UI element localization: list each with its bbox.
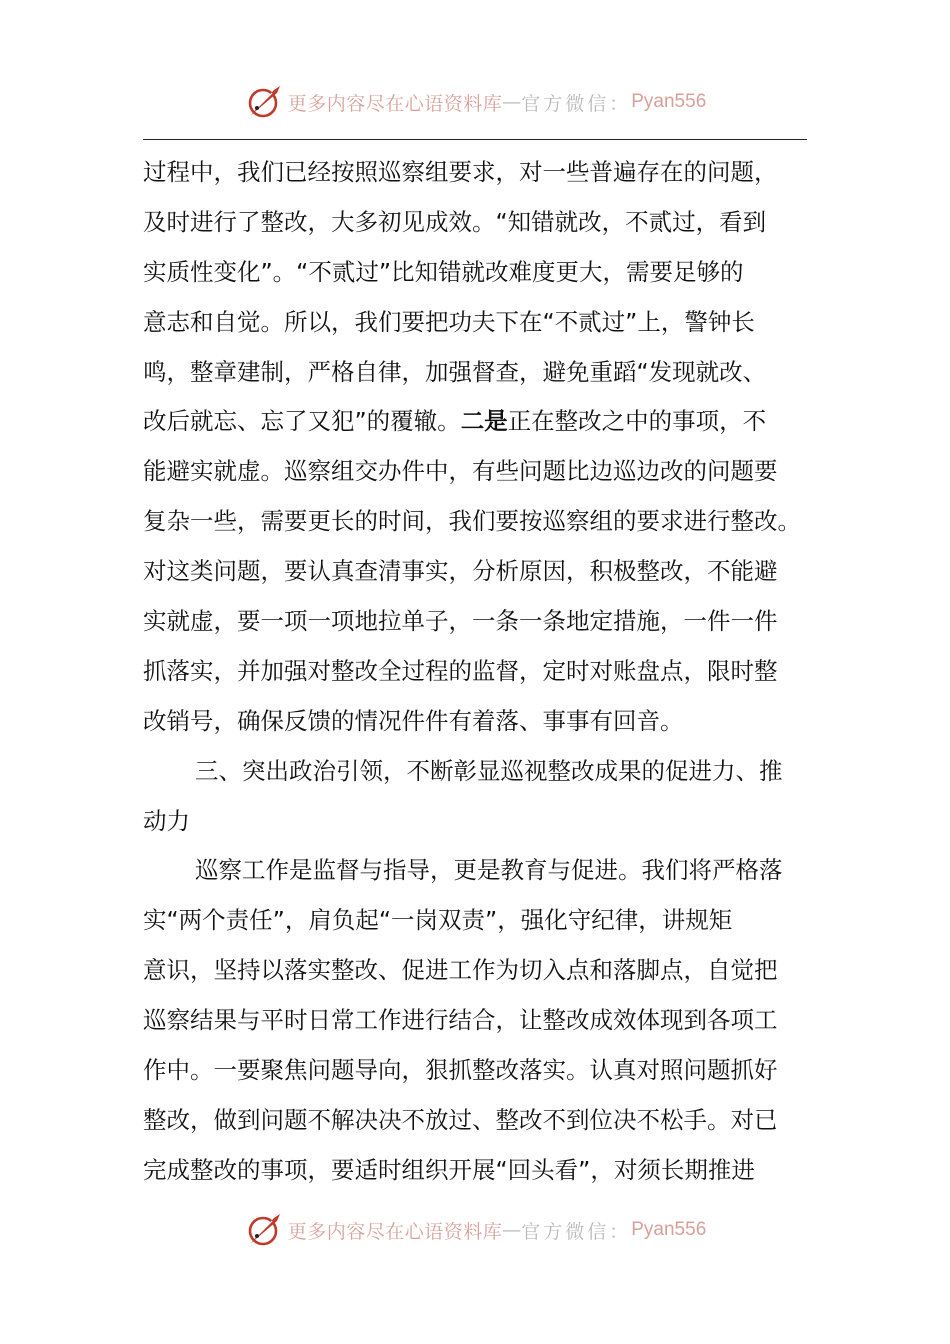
text-line: 完成整改的事项，要适时组织开展“回头看”，对须长期推进 bbox=[143, 1155, 755, 1184]
text-line: 作中。一要聚焦问题导向，狠抓整改落实。认真对照问题抓好 bbox=[143, 1056, 778, 1085]
text-line: 对这类问题，要认真查清事实，分析原因，积极整改，不能避 bbox=[143, 557, 778, 586]
text-line: 实“两个责任”，肩负起“一岗双责”，强化守纪律，讲规矩 bbox=[143, 906, 733, 935]
section-heading-cont: 动力 bbox=[143, 806, 190, 835]
header-banner bbox=[0, 80, 950, 124]
text-line: 意志和自觉。所以，我们要把功夫下在“不贰过”上，警钟长 bbox=[143, 307, 755, 336]
text-line: 复杂一些，需要更长的时间，我们要按巡察组的要求进行整改。 bbox=[143, 507, 801, 536]
section-heading: 三、突出政治引领，不断彰显巡视整改成果的促进力、推 bbox=[195, 756, 783, 785]
text-line: 改销号，确保反馈的情况件件有着落、事事有回音。 bbox=[143, 706, 684, 735]
quill-logo-icon bbox=[244, 1210, 284, 1250]
footer-banner bbox=[0, 1208, 950, 1252]
banner-wechat-label: 官方微信： bbox=[521, 1220, 632, 1243]
banner-wechat-id: Pyan556 bbox=[631, 1219, 707, 1240]
quill-logo-icon bbox=[244, 82, 284, 122]
text-segment: 正在整改之中的事项，不 bbox=[507, 407, 767, 436]
text-line: 巡察结果与平时日常工作进行结合，让整改成效体现到各项工 bbox=[143, 1006, 778, 1035]
banner-wechat-id: Pyan556 bbox=[631, 91, 707, 112]
text-line: 实质性变化”。“不贰过”比知错就改难度更大，需要足够的 bbox=[143, 257, 744, 286]
text-line: 整改，做到问题不解决决不放过、整改不到位决不松手。对已 bbox=[143, 1105, 778, 1134]
paragraph-start: 巡察工作是监督与指导，更是教育与促进。我们将严格落 bbox=[195, 856, 783, 885]
text-line: 及时进行了整改，大多初见成效。“知错就改，不贰过，看到 bbox=[143, 207, 767, 236]
banner-slogan: 更多内容尽在心语资料库 bbox=[287, 92, 503, 115]
text-line: 鸣，整章建制，严格自律，加强督查，避免重蹈“发现就改、 bbox=[143, 357, 767, 386]
text-line: 能避实就虚。巡察组交办件中，有些问题比边巡边改的问题要 bbox=[143, 457, 778, 486]
banner-separator: — bbox=[502, 1219, 522, 1241]
banner-wechat-label: 官方微信： bbox=[521, 92, 632, 115]
document-body bbox=[143, 148, 807, 1196]
text-line: 意识，坚持以落实整改、促进工作为切入点和落脚点，自觉把 bbox=[143, 956, 778, 985]
text-segment: 改后就忘、忘了又犯”的覆辙。 bbox=[143, 407, 461, 436]
banner-separator: — bbox=[502, 91, 522, 113]
text-line-mixed bbox=[143, 397, 807, 447]
bold-marker: 二是 bbox=[460, 407, 508, 436]
text-line: 过程中，我们已经按照巡察组要求，对一些普遍存在的问题， bbox=[143, 158, 778, 186]
header-divider bbox=[143, 139, 807, 140]
text-line: 抓落实，并加强对整改全过程的监督，定时对账盘点，限时整 bbox=[143, 656, 778, 685]
banner-slogan: 更多内容尽在心语资料库 bbox=[287, 1220, 503, 1243]
text-line: 实就虚，要一项一项地拉单子，一条一条地定措施，一件一件 bbox=[143, 607, 778, 636]
